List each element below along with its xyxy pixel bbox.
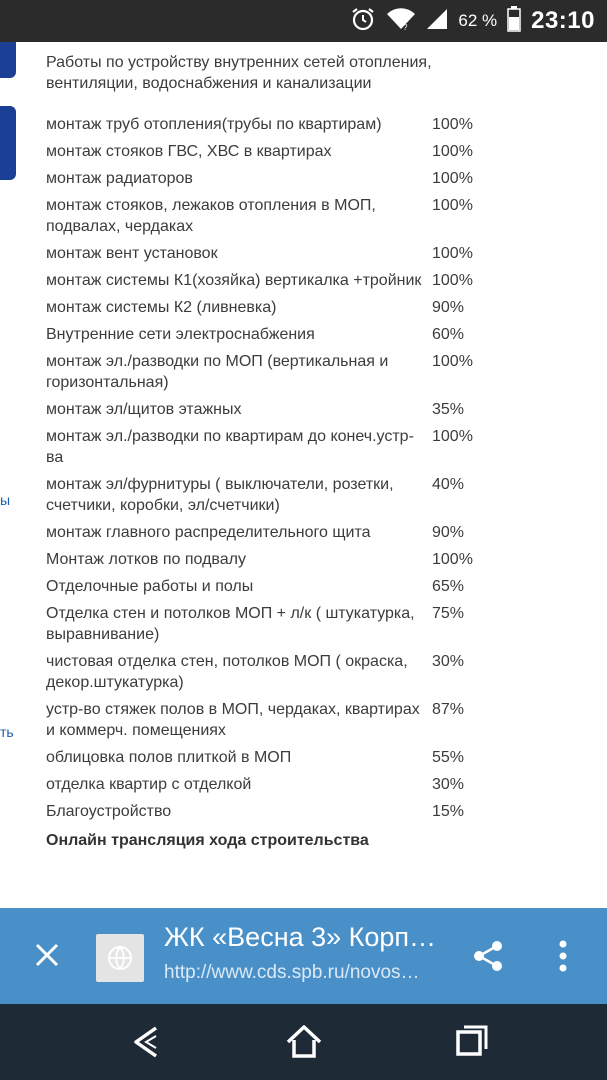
side-link-fragment[interactable]: ть — [0, 724, 14, 740]
side-link-fragment[interactable]: ы — [0, 492, 11, 508]
task-label: монтаж эл./разводки по МОП (вертикальная и горизонтальная) — [46, 353, 389, 391]
task-percent: 100% — [432, 170, 473, 187]
list-item — [46, 603, 476, 645]
task-percent: 35% — [432, 401, 465, 418]
task-label: Благоустройство — [46, 803, 172, 820]
globe-icon — [96, 934, 144, 982]
battery-icon — [507, 6, 521, 37]
task-label: облицовка полов плиткой в МОП — [46, 749, 292, 766]
task-label: чистовая отделка стен, потолков МОП ( окраска, декор.штукатурка) — [46, 653, 408, 691]
task-label: Монтаж лотков по подвалу — [46, 551, 246, 568]
list-item — [46, 243, 476, 264]
share-icon[interactable] — [470, 938, 506, 974]
task-label: монтаж эл./разводки по квартирам до конеч.устр-ва — [46, 428, 414, 466]
task-percent: 100% — [432, 551, 473, 568]
task-percent: 100% — [432, 143, 473, 160]
task-percent: 90% — [432, 299, 465, 316]
task-label: монтаж стояков ГВС, ХВС в квартирах — [46, 143, 332, 160]
task-label: монтаж труб отопления(трубы по квартирам) — [46, 116, 382, 133]
list-item — [46, 699, 476, 741]
list-item — [46, 297, 476, 318]
page-title: ЖК «Весна 3» Корп… — [164, 922, 437, 952]
task-label: Отделка стен и потолков МОП + л/к ( штукатурка, выравнивание) — [46, 605, 415, 643]
list-item — [46, 168, 476, 189]
section-heading: Работы по устройству внутренних сетей отопления, вентиляции, водоснабжения и канализации — [46, 54, 432, 92]
task-percent: 30% — [432, 653, 465, 670]
task-label: отделка квартир с отделкой — [46, 776, 252, 793]
list-item — [46, 324, 476, 345]
battery-percent: 62 % — [458, 11, 498, 30]
task-percent: 30% — [432, 776, 465, 793]
task-percent: 40% — [432, 476, 465, 493]
page-url[interactable]: http://www.cds.spb.ru/novos… — [164, 962, 420, 983]
online-broadcast-link[interactable]: Онлайн трансляция хода строительства — [46, 832, 369, 849]
clock: 23:10 — [531, 7, 595, 34]
list-item — [46, 141, 476, 162]
list-item — [46, 801, 476, 822]
task-percent: 60% — [432, 326, 465, 343]
list-item — [46, 426, 476, 468]
list-item — [46, 549, 476, 570]
list-item — [46, 195, 476, 237]
svg-text:?: ? — [403, 22, 408, 31]
task-percent: 100% — [432, 428, 473, 445]
task-percent: 90% — [432, 524, 465, 541]
task-label: монтаж радиаторов — [46, 170, 193, 187]
list-item — [46, 351, 476, 393]
system-nav-bar — [0, 1004, 607, 1080]
list-item — [46, 399, 476, 420]
side-nav-tab[interactable] — [0, 106, 16, 180]
webpage-content — [0, 42, 607, 908]
task-label: монтаж стояков, лежаков отопления в МОП, подвалах, чердаках — [46, 197, 376, 235]
list-item — [46, 651, 476, 693]
task-label: монтаж вент установок — [46, 245, 218, 262]
task-percent: 100% — [432, 245, 473, 262]
side-nav-tab[interactable] — [0, 42, 16, 78]
close-icon[interactable] — [30, 938, 64, 972]
task-label: Внутренние сети электроснабжения — [46, 326, 315, 343]
status-icons — [350, 0, 595, 42]
task-label: монтаж главного распределительного щита — [46, 524, 371, 541]
task-percent: 75% — [432, 605, 465, 622]
list-item — [46, 114, 476, 135]
list-item — [46, 270, 476, 291]
custom-tab-toolbar — [0, 908, 607, 1004]
task-percent: 65% — [432, 578, 465, 595]
task-label: монтаж системы К1(хозяйка) вертикалка +тройник — [46, 272, 422, 289]
more-options-icon[interactable] — [555, 936, 571, 976]
task-label: устр-во стяжек полов в МОП, чердаках, квартирах и коммерч. помещениях — [46, 701, 420, 739]
list-item — [46, 576, 476, 597]
wifi-icon — [386, 7, 416, 36]
progress-list — [46, 52, 476, 851]
task-label: монтаж системы К2 (ливневка) — [46, 299, 277, 316]
task-percent: 100% — [432, 353, 473, 370]
task-percent: 87% — [432, 701, 465, 718]
list-item — [46, 747, 476, 768]
list-item — [46, 522, 476, 543]
task-percent: 100% — [432, 272, 473, 289]
status-bar — [0, 0, 607, 42]
task-label: Отделочные работы и полы — [46, 578, 254, 595]
alarm-icon — [350, 6, 376, 37]
task-percent: 55% — [432, 749, 465, 766]
back-icon[interactable] — [124, 1018, 172, 1066]
home-icon[interactable] — [280, 1018, 328, 1066]
recents-icon[interactable] — [446, 1018, 494, 1066]
signal-icon — [426, 7, 448, 36]
list-item — [46, 774, 476, 795]
task-percent: 15% — [432, 803, 465, 820]
progress-rows — [46, 114, 476, 822]
task-label: монтаж эл/фурнитуры ( выключатели, розетки, счетчики, коробки, эл/счетчики) — [46, 476, 394, 514]
task-percent: 100% — [432, 197, 473, 214]
task-percent: 100% — [432, 116, 473, 133]
list-item — [46, 474, 476, 516]
task-label: монтаж эл/щитов этажных — [46, 401, 242, 418]
